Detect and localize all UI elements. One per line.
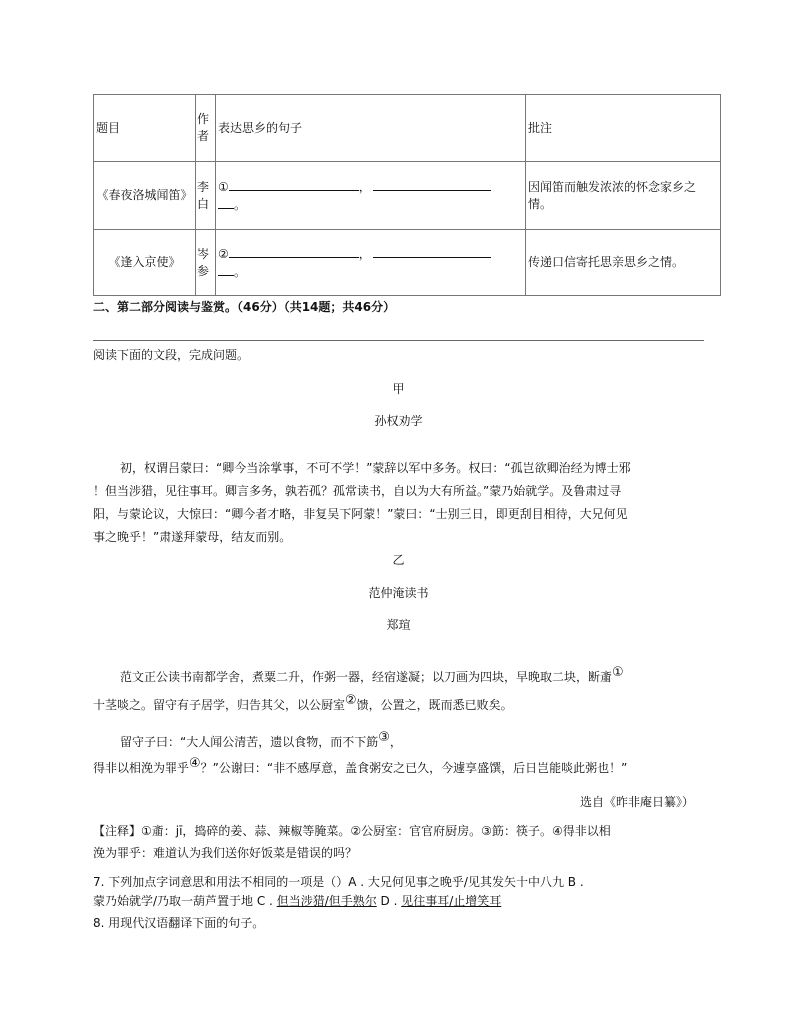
answer-blank[interactable] — [373, 245, 491, 258]
poem-author: 李白 — [196, 162, 216, 230]
option-text: 蒙乃始就学/乃取一葫芦置于地 C . — [93, 894, 277, 908]
fill-blank-cell — [216, 162, 526, 230]
poem-title: 《逢入京使》 — [94, 230, 196, 296]
passage-b-label: 乙 — [392, 553, 405, 567]
passage-b-text: 范文正公读书南都学舍，煮粟二升，作粥一器，经宿遂凝；以刀画为四块，早晚取二块，断齑 — [120, 670, 613, 684]
passage-b-text: 留守子曰：“大人闻公清苦，遗以食物，而不下筯 — [120, 735, 379, 749]
passage-b-paragraph-1 — [93, 663, 704, 719]
table-row — [94, 162, 721, 230]
passage-b-line — [93, 729, 704, 755]
poem-title: 《春夜洛城闻笛》 — [94, 162, 196, 230]
answer-blank[interactable] — [229, 245, 359, 258]
table-header-row — [94, 95, 721, 162]
section-title: 二、第二部分阅读与鉴赏。（46分）（共14题；共46分） — [93, 300, 396, 314]
answer-blank[interactable] — [229, 178, 359, 191]
passage-b-text: 十茎啖之。留守有子居学，归告其父，以公厨室 — [93, 698, 346, 712]
poem-note: 传递口信寄托思亲思乡之情。 — [526, 230, 721, 296]
annotation-line: 浼为罪乎：难道认为我们送你好饭菜是错误的吗？ — [93, 846, 358, 860]
passage-b-line — [93, 691, 704, 719]
question-7-line: 7. 下列加点字词意思和用法不相同的一项是（）A . 大兄何见事之晚乎/见其发矢十中八九 B . — [93, 875, 584, 889]
passage-b-text: ？”公谢曰：“非不感厚意，盖食粥安之已久，今遽享盛馔，后日岂能啖此粥也！” — [200, 761, 628, 775]
question-7 — [93, 873, 704, 911]
passage-a-label: 甲 — [392, 382, 405, 396]
passage-a-line: 事之晚乎！”肃遂拜蒙母，结友而别。 — [93, 530, 292, 544]
blank-separator: ， — [358, 179, 371, 194]
blank-separator: ， — [358, 246, 371, 261]
table-row — [94, 230, 721, 296]
header-title: 题目 — [94, 95, 196, 162]
passage-a-line: ！但当涉猎，见往事耳。卿言多务，孰若孤？孤常读书，自以为大有所益。”蒙乃始就学。及鲁肃过寻 — [93, 484, 622, 498]
footnote-marker: ② — [345, 693, 357, 708]
passage-b-text: ， — [389, 735, 402, 749]
header-author: 作者 — [196, 95, 216, 162]
blank-number: ② — [218, 246, 229, 261]
answer-blank[interactable] — [218, 196, 234, 209]
passage-source: 选自《昨非庵日纂》） — [579, 795, 694, 809]
annotations — [93, 820, 704, 864]
header-sentence: 表达思乡的句子 — [216, 95, 526, 162]
answer-blank[interactable] — [218, 263, 234, 276]
divider — [93, 340, 704, 341]
footnote-marker: ③ — [378, 730, 390, 745]
passage-b-line — [93, 663, 704, 691]
poem-note: 因闻笛而触发浓浓的怀念家乡之情。 — [526, 162, 721, 230]
question-7-line — [93, 892, 704, 911]
passage-b-author: 郑瑄 — [386, 618, 411, 632]
footnote-marker: ④ — [189, 756, 201, 771]
fill-blank-cell — [216, 230, 526, 296]
annotation-line: 【注释】①齑：jī，捣碎的姜、蒜、辣椒等腌菜。②公厨室：官官府厨房。③筯：筷子。④得非以相 — [93, 824, 611, 838]
passage-b-line — [93, 755, 704, 781]
option-label: D . — [376, 894, 402, 908]
passage-b-text: 得非以相浼为罪乎 — [93, 761, 190, 775]
blank-number: ① — [218, 179, 229, 194]
passage-a-title: 孙权劝学 — [374, 414, 423, 428]
reading-intro: 阅读下面的文段，完成问题。 — [93, 348, 250, 362]
passage-a-line: 阳，与蒙论议，大惊曰：“卿今者才略，非复吴下阿蒙！”蒙曰：“士别三日，即更刮目相待，大兄何见 — [93, 507, 628, 521]
option-d-text: 见往事耳/止增笑耳 — [401, 894, 502, 908]
passage-b-paragraph-2 — [93, 729, 704, 781]
blank-end: 。 — [234, 264, 247, 279]
header-note: 批注 — [526, 95, 721, 162]
blank-end: 。 — [234, 197, 247, 212]
answer-blank[interactable] — [373, 178, 491, 191]
footnote-marker: ① — [612, 665, 624, 680]
poem-table — [93, 94, 721, 296]
passage-a-line: 初，权谓吕蒙曰：“卿今当涂掌事，不可不学！”蒙辞以军中多务。权曰：“孤岂欲卿治经为博士邪 — [120, 461, 631, 475]
passage-b-title: 范仲淹读书 — [368, 586, 429, 600]
option-c-text: 但当涉猎/但手熟尔 — [276, 894, 377, 908]
poem-author: 岑参 — [196, 230, 216, 296]
question-8: 8. 用现代汉语翻译下面的句子。 — [93, 916, 265, 930]
passage-a-text — [93, 457, 704, 549]
passage-b-text: 馈，公置之，既而悉已败矣。 — [356, 698, 513, 712]
